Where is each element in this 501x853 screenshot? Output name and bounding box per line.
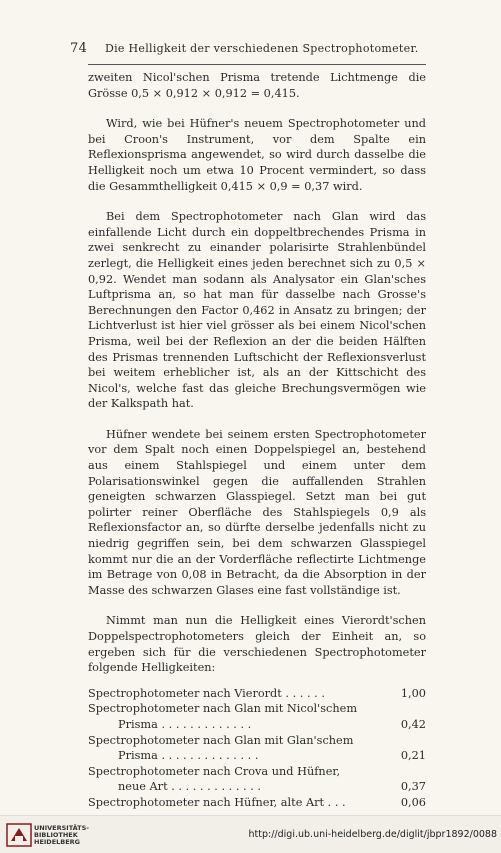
table-row-label: Spectrophotometer nach Hüfner, alte Art . . .	[88, 795, 346, 809]
page-body	[88, 70, 426, 811]
table-row	[88, 717, 426, 733]
table-row-label: Spectrophotometer nach Glan mit Glan'schem	[88, 733, 354, 747]
table-row	[88, 701, 426, 717]
header-rule	[88, 64, 426, 65]
table-row	[88, 764, 426, 780]
table-row	[88, 795, 426, 811]
table-row-value: 0,37	[400, 780, 426, 794]
table-row-value: 1,00	[400, 686, 426, 700]
table-row-label: Spectrophotometer nach Vierordt . . . . . .	[88, 686, 325, 700]
paragraph: Nimmt man nun die Helligkeit eines Vierordt'schen Doppelspectrophotometers gleich der Einheit an, so ergeben sich für die verschiedenen Spectrophotometer folgende Helligkeiten:	[88, 614, 426, 675]
table-row	[88, 748, 426, 764]
table-row	[88, 779, 426, 795]
library-logo-icon	[6, 823, 32, 847]
table-row-label-continued: neue Art . . . . . . . . . . . . .	[118, 780, 261, 794]
table-row-label: Spectrophotometer nach Crova und Hüfner,	[88, 764, 341, 778]
library-name: UNIVERSITÄTS- BIBLIOTHEK HEIDELBERG	[34, 824, 89, 846]
page-number: 74	[70, 41, 88, 56]
brightness-table	[88, 686, 426, 811]
table-row-label: Spectrophotometer nach Glan mit Nicol'schem	[88, 702, 358, 716]
table-row	[88, 686, 426, 702]
table-row	[88, 733, 426, 749]
paragraph: Wird, wie bei Hüfner's neuem Spectrophotometer und bei Croon's Instrument, vor dem Spalte ein Reflexionsprisma angewendet, so wird durch dasselbe die Helligkeit noch um etwa 10 Procent vermindert, so dass die Gesammthelligkeit 0,415 × 0,9 = 0,37 wird.	[88, 117, 426, 193]
table-row-label-continued: Prisma . . . . . . . . . . . . .	[118, 717, 252, 731]
running-title: Die Helligkeit der verschiedenen Spectrophotometer.	[104, 42, 419, 55]
table-row-value: 0,06	[400, 795, 426, 809]
viewer-footer	[0, 815, 501, 853]
page-header	[70, 41, 430, 56]
paragraph: zweiten Nicol'schen Prisma tretende Lichtmenge die Grösse 0,5 × 0,912 × 0,912 = 0,415.	[88, 71, 426, 100]
table-row-label-continued: Prisma . . . . . . . . . . . . . .	[118, 749, 259, 763]
paragraph: Bei dem Spectrophotometer nach Glan wird das einfallende Licht durch ein doppeltbrechendes Prisma in zwei senkrecht zu einander polarisirte Strahlenbündel zerlegt, die Helligkeit eines jeden berechnet sich zu 0,5 × 0,92. Wendet man sodann als Analysator ein Glan'sches Luftprisma an, so hat man für dasselbe nach Grosse's Berechnungen den Factor 0,462 in Ansatz zu bringen; der Lichtverlust ist hier viel grösser als bei einem Nicol'schen Prisma, weil bei der Reflexion an der die beiden Hälften des Prismas trennenden Luftschicht der Reflexionsverlust bei weitem erheblicher ist, als an der Kittschicht des Nicol's, welche fast das gleiche Brechungsvermögen wie der Kalkspath hat.	[88, 210, 426, 411]
table-row-value: 0,42	[400, 717, 426, 731]
table-row-value: 0,21	[400, 749, 426, 763]
paragraph: Hüfner wendete bei seinem ersten Spectrophotometer vor dem Spalt noch einen Doppelspiegel an, bestehend aus einem Stahlspiegel und einem unter dem Polarisationswinkel gegen die auffallenden Strahlen geneigten schwarzen Glasspiegel. Setzt man bei gut polirter reiner Oberfläche des Stahlspiegels 0,9 als Reflexionsfactor an, so dürfte derselbe jedenfalls nicht zu niedrig gegriffen sein, bei dem schwarzen Glasspiegel kommt nur die an der Vorderfläche reflectirte Lichtmenge im Betrage von 0,08 in Betracht, da die Absorption in der Masse des schwarzen Glases eine fast vollständige ist.	[88, 427, 426, 597]
permalink[interactable]: http://digi.ub.uni-heidelberg.de/diglit/jbpr1892/0088	[248, 829, 497, 840]
